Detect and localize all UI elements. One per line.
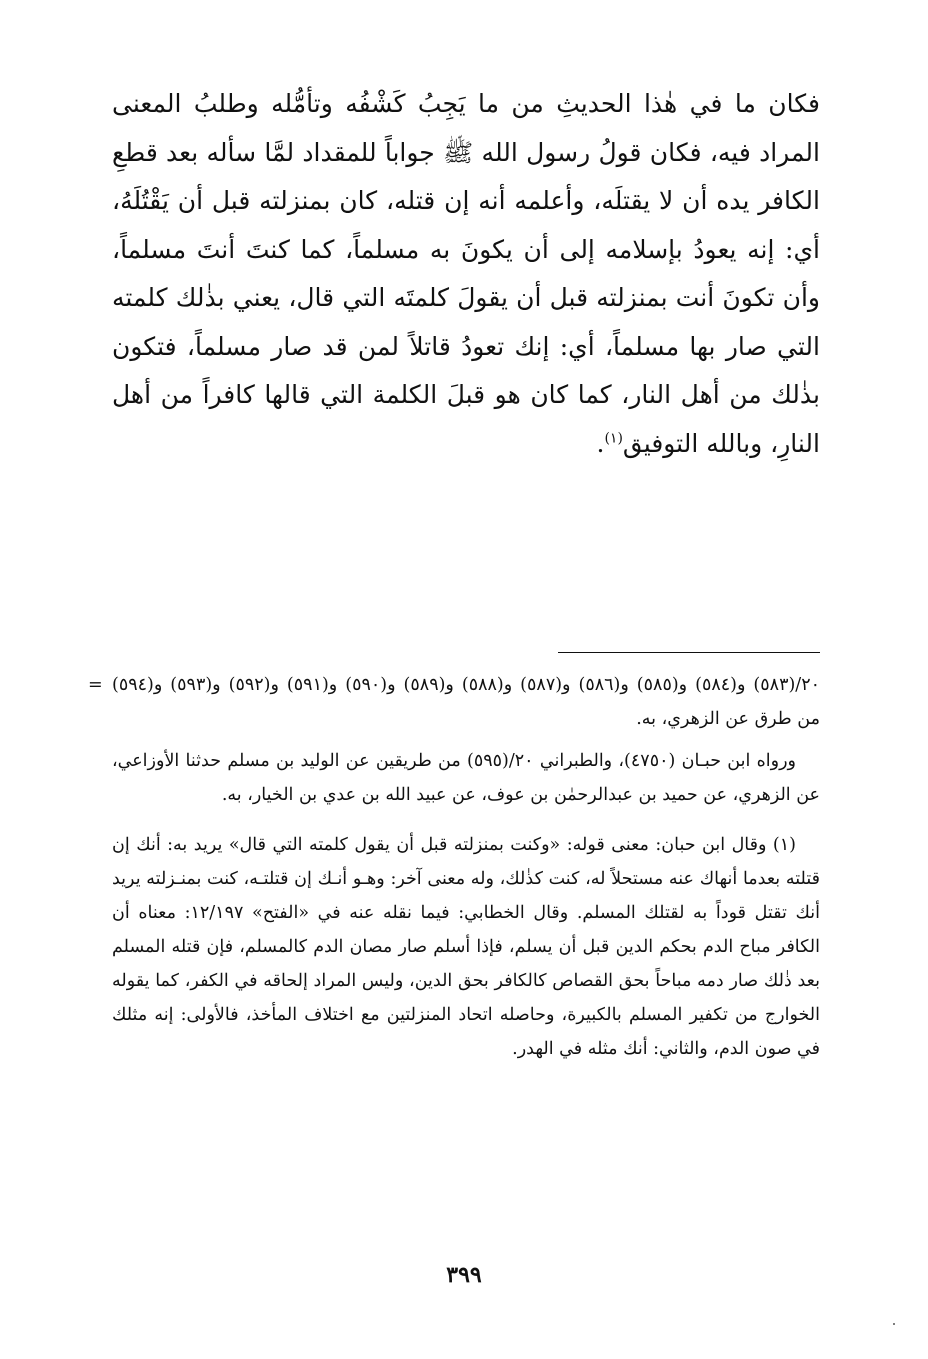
scan-speck (893, 1323, 895, 1325)
footnote-separator (558, 652, 820, 653)
page-number: ٣٩٩ (446, 1262, 482, 1288)
footnote-continuation (88, 668, 821, 736)
footnote-continuation-text: ٢٠/(٥٨٣) و(٥٨٤) و(٥٨٥) و(٥٨٦) و(٥٨٧) و(٥٨٨) و(٥٨٩) و(٥٩٠) و(٥٩١) و(٥٩٢) و(٥٩٣) و(٥٩٤) من طرق عن الزهري، به. (112, 675, 821, 729)
continuation-marker: = (88, 675, 103, 695)
footnote-paragraph: ورواه ابن حبـان (٤٧٥٠)، والطبراني ٢٠/(٥٩٥) من طريقين عن الوليد بن مسلم حدثنا الأوزاعي، عن الزهري، عن حميد بن عبدالرحمٰن بن عوف، عن عبيد الله بن عدي بن الخيار، به. (112, 751, 820, 805)
footnote-reference: (١) (604, 430, 623, 447)
main-paragraph-end: . (596, 428, 605, 458)
main-text-block (112, 80, 820, 468)
main-paragraph (112, 80, 820, 468)
main-paragraph-text: فكان ما في هٰذا الحديثِ من ما يَجِبُ كَشْفُه وتأمُّله وطلبُ المعنى المراد فيه، فكان قولُ رسول الله ﷺ جواباً للمقداد لمَّا سأله بعد قطعِ الكافر يده أن لا يقتلَه، وأعلمه أنه إن قتله، كان بمنزلته قبل أن يَقْتُلَهُ، أي: إنه يعودُ بإسلامه إلى أن يكونَ به مسلماً، كما كنتَ أنتَ مسلماً، وأن تكونَ أنت بمنزلته قبل أن يقولَ كلمتَه التي قال، يعني بذٰلك كلمته التي صار بها مسلماً، أي: إنك تعودُ قاتلاً لمن قد صار مسلماً، فتكون بذٰلك من أهل النار، كما كان هو قبلَ الكلمة التي قالها كافراً من أهل النارِ، وبالله التوفيق (112, 89, 820, 458)
footnotes-block (88, 668, 821, 1066)
footnote-1: (١) وقال ابن حبان: معنى قوله: «وكنت بمنزلته قبل أن يقول كلمته التي قال» يريد به: أنك إن قتلته بعدما أنهاك عنه مستحلاً له، كنت كذٰلك، وله معنى آخر: وهـو أنـك إن قتلتـه، كنت بمنـزلته يريد أنك تقتل قوداً به لقتلك المسلم. وقال الخطابي: فيما نقله عنه في «الفتح» ١٢/١٩٧: معناه أن الكافر مباح الدم بحكم الدين قبل أن يسلم، فإذا أسلم صار مصان الدم كالمسلم، فإن قتله المسلم بعد ذٰلك صار دمه مباحاً بحق القصاص كالكافر بحق الدين، وليس المراد إلحاقه في الكفر، كما يقوله الخوارج من تكفير المسلم بالكبيرة، وحاصله اتحاد المنزلتين مع اختلاف المأخذ، فالأولى: إنه مثلك في صون الدم، والثاني: أنك مثله في الهدر. (112, 835, 820, 1059)
